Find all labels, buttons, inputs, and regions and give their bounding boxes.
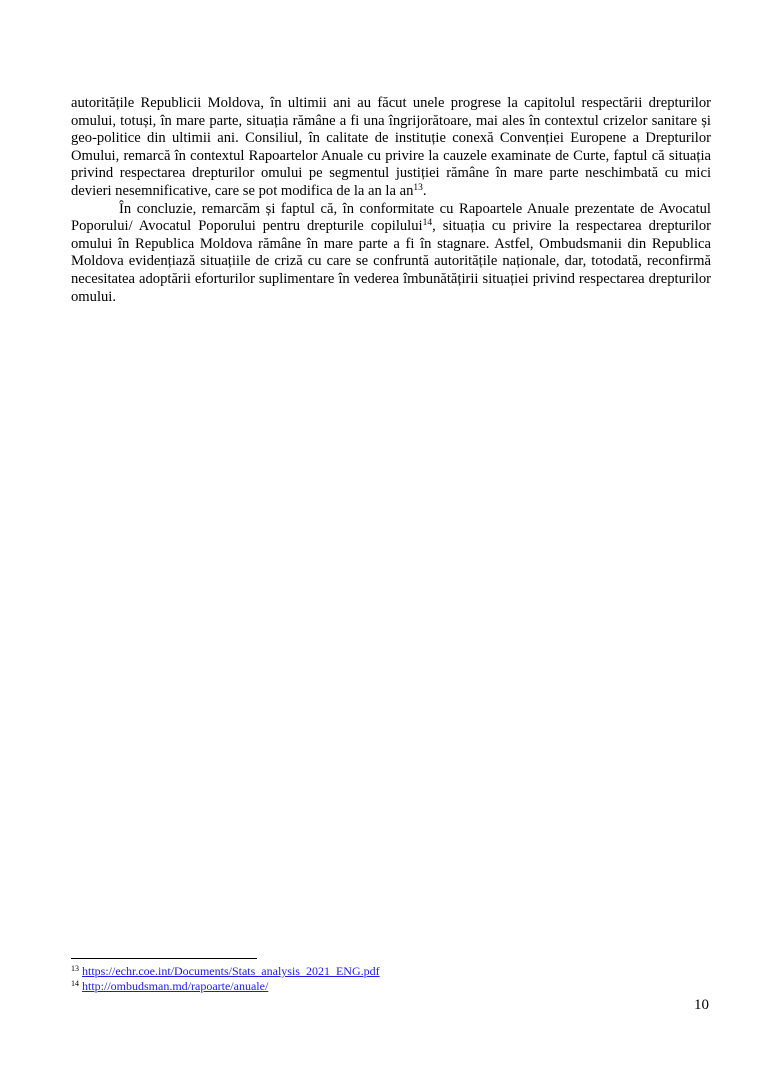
paragraph-2 [71,201,711,307]
footnote-13 [71,964,711,979]
footnote-link-echr[interactable]: https://echr.coe.int/Documents/Stats_analysis_2021_ENG.pdf [82,964,380,978]
paragraph-1 [71,95,711,201]
page-number: 10 [694,997,709,1013]
footnote-ref-13[interactable]: 13 [413,182,423,193]
body-text [71,95,711,306]
paragraph-2-tail: , situația cu privire la respectarea drepturilor omului în Republica Moldova rămâne în mare parte a fi în stagnare. Astfel, Ombudsmanii din Republica Moldova evidențiază situațiile de criză cu care se confruntă autoritățile naționale, dar, totodată, reconfirmă necesitatea adoptării eforturilor suplimentare în vederea îmbunătățirii situației privind respectarea drepturilor omului. [71,218,711,305]
footnote-number: 13 [71,964,79,973]
footnote-ref-14[interactable]: 14 [422,218,433,229]
footnote-separator [71,958,257,959]
footnotes [71,964,711,993]
paragraph-1-tail: . [422,182,427,199]
paragraph-1-text: autoritățile Republicii Moldova, în ultimii ani au făcut unele progrese la capitolul respectării drepturilor omului, totuși, în mare parte, situația rămâne a fi una îngrijorătoare, mai ales în contextul crizelor sanitare și geo-politice din ultimii ani. Consiliul, în calitate de instituție conexă Convenției Europene a Drepturilor Omului, remarcă în contextul Rapoartelor Anuale cu privire la cauzele examinate de Curte, faptul că situația privind respectarea drepturilor omului pe segmentul justiției rămâne în mare parte neschimbată cu mici devieri nesemnificative, care se pot modifica de la an la an [71,95,711,199]
footnote-14 [71,979,711,994]
footnote-link-ombudsman[interactable]: http://ombudsman.md/rapoarte/anuale/ [82,978,269,993]
footnote-number: 14 [71,978,79,988]
paragraph-2-text: În concluzie, remarcăm și faptul că, în conformitate cu Rapoartele Anuale prezentate de Avocatul Poporului/ Avocatul Poporului pentru drepturile copilului [71,200,711,235]
